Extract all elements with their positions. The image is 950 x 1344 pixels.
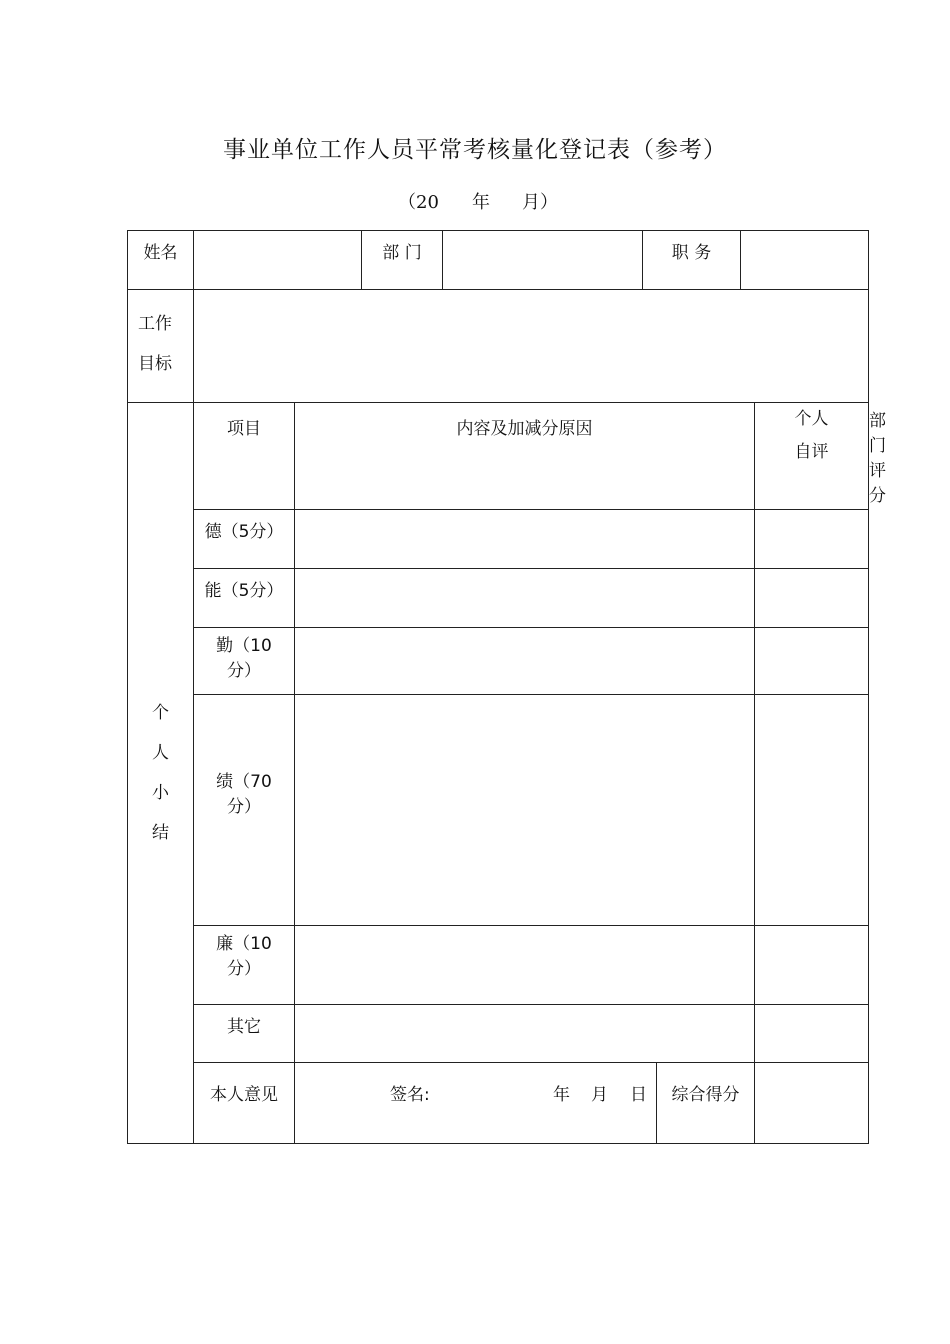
item-label-morality: 德（5分） <box>204 522 284 542</box>
content-cell-performance[interactable] <box>295 695 755 926</box>
content-cell-ability[interactable] <box>295 569 755 628</box>
self-score-header-line2: 自评 <box>794 442 829 462</box>
opinion-label: 本人意见 <box>210 1085 278 1105</box>
self-score-header-cell <box>755 403 869 510</box>
self-score-cell-integrity[interactable] <box>755 926 869 1005</box>
content-cell-integrity[interactable] <box>295 926 755 1005</box>
item-label-diligence: 勤（10分） <box>216 636 272 681</box>
item-cell-morality <box>194 510 295 569</box>
self-score-cell-other[interactable] <box>755 1005 869 1063</box>
self-score-cell-diligence[interactable] <box>755 628 869 695</box>
period-line <box>398 188 568 216</box>
content-cell-other[interactable] <box>295 1005 755 1063</box>
assessment-table-body: 姓名 部 门 职 务 工作 目标 个 人 小 结 项目 内容及加减分原因 个人 自评 部门 评分 德（5分） 能（5分） 勤（10分） 绩（70分） 廉（10分） 其它 本人意见 签名: 年 月 日 综合得分 <box>127 230 869 1144</box>
name-label: 姓名 <box>143 243 178 263</box>
item-header: 项目 <box>227 419 261 439</box>
summary-label-char-4: 结 <box>152 823 169 843</box>
summary-label-char-3: 小 <box>152 783 169 803</box>
item-label-ability: 能（5分） <box>204 581 284 601</box>
self-score-cell-morality[interactable] <box>755 510 869 569</box>
item-label-integrity: 廉（10分） <box>216 934 272 979</box>
item-cell-other <box>194 1005 295 1063</box>
summary-label-char-1: 个 <box>152 703 169 723</box>
signature-month: 月 <box>591 1085 608 1105</box>
self-score-header-line1: 个人 <box>794 409 829 429</box>
item-cell-ability <box>194 569 295 628</box>
item-cell-diligence <box>194 628 295 695</box>
signature-day: 日 <box>630 1085 647 1105</box>
work-goal-label-cell <box>128 290 194 403</box>
content-cell-diligence[interactable] <box>295 628 755 695</box>
document-title: 事业单位工作人员平常考核量化登记表（参考） <box>223 137 727 163</box>
item-cell-integrity <box>194 926 295 1005</box>
name-value-cell[interactable] <box>194 231 362 290</box>
period-month: 月） <box>522 192 558 213</box>
item-label-other: 其它 <box>227 1017 261 1037</box>
period-open: （20 <box>398 192 439 213</box>
item-header-cell <box>194 403 295 510</box>
total-score-label-cell <box>657 1063 755 1144</box>
work-goal-label-line1: 工作 <box>138 314 172 334</box>
work-goal-value-cell[interactable] <box>194 290 869 403</box>
summary-label-char-2: 人 <box>152 743 169 763</box>
dept-label-cell <box>362 231 443 290</box>
work-goal-label-line2: 目标 <box>138 354 172 374</box>
personal-summary-label-cell <box>128 403 194 1144</box>
position-value-cell[interactable] <box>741 231 869 290</box>
signature-year: 年 <box>553 1085 570 1105</box>
dept-value-cell[interactable] <box>443 231 643 290</box>
item-cell-performance <box>194 695 295 926</box>
dept-label: 部 门 <box>382 243 422 263</box>
self-score-cell-performance[interactable] <box>755 695 869 926</box>
item-label-performance: 绩（70分） <box>216 772 272 817</box>
content-cell-morality[interactable] <box>295 510 755 569</box>
content-header: 内容及加减分原因 <box>456 419 593 439</box>
total-self-score-cell[interactable] <box>755 1063 869 1144</box>
signature-label: 签名: <box>390 1085 430 1105</box>
name-label-cell <box>128 231 194 290</box>
self-score-cell-ability[interactable] <box>755 569 869 628</box>
position-label-cell <box>643 231 741 290</box>
content-header-cell <box>295 403 755 510</box>
position-label: 职 务 <box>671 243 712 263</box>
opinion-label-cell <box>194 1063 295 1144</box>
signature-cell[interactable] <box>295 1063 657 1144</box>
period-year: 年 <box>472 192 490 213</box>
total-score-label: 综合得分 <box>671 1085 740 1105</box>
